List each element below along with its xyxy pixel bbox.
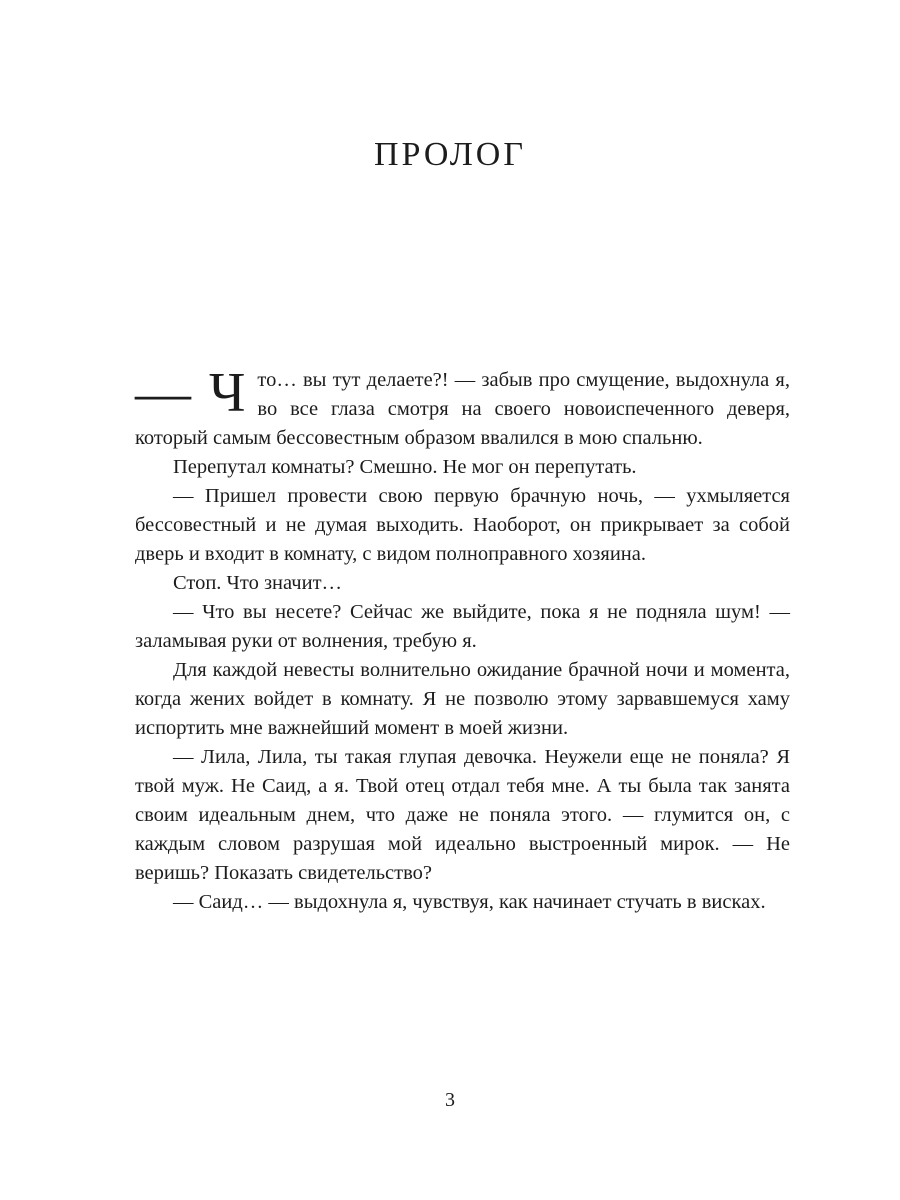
paragraph-4: Стоп. Что значит…: [173, 572, 343, 594]
paragraph-7: — Лила, Лила, ты такая глупая девочка. Неужели еще не поняла? Я твой муж. Не Саид, а я. Твой отец отдал тебя мне. А ты была так занята своим идеальным днем, что даже не поняла этого. — глумится он, с каждым словом разрушая мой идеально выстроенный мирок. — Не веришь? Показать свидетельство?: [135, 746, 790, 884]
page-content: [135, 362, 790, 917]
paragraph-1: [135, 362, 790, 453]
paragraph-1-text: то… вы тут делаете?! — забыв про смущение, выдохнула я, во все глаза смотря на своего новоиспеченного деверя, который самым бессовестным образом ввалился в мою спальню.: [135, 369, 790, 449]
paragraph-8: — Саид… — выдохнула я, чувствуя, как начинает стучать в висках.: [173, 891, 766, 913]
paragraph-5: — Что вы несете? Сейчас же выйдите, пока я не подняла шум! — заламывая руки от волнения, требую я.: [135, 601, 790, 652]
chapter-title: ПРОЛОГ: [373, 136, 526, 173]
paragraph-6: Для каждой невесты волнительно ожидание брачной ночи и момента, когда жених войдет в комнату. Я не позволю этому зарвавшемуся хаму испортить мне важнейший момент в моей жизни.: [135, 659, 790, 739]
page-number: 3: [445, 1089, 455, 1111]
paragraph-2: Перепутал комнаты? Смешно. Не мог он перепутать.: [173, 456, 637, 478]
paragraph-3: — Пришел провести свою первую брачную ночь, — ухмыляется бессовестный и не думая выходить. Наоборот, он прикрывает за собой дверь и входит в комнату, с видом полноправного хозяина.: [135, 485, 790, 565]
drop-cap: — Ч: [135, 362, 248, 424]
